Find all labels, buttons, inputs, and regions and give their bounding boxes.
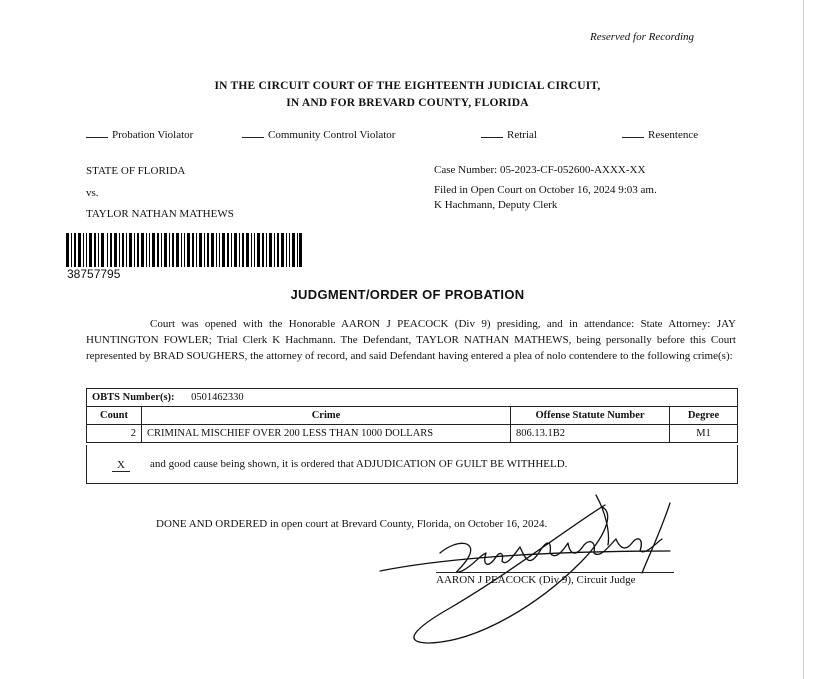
signature-line [436, 572, 674, 573]
done-and-ordered: DONE AND ORDERED in open court at Brevard County, Florida, on October 16, 2024. [156, 518, 548, 530]
blank-line [242, 128, 264, 138]
court-title-line2: IN AND FOR BREVARD COUNTY, FLORIDA [286, 97, 529, 109]
adjudication-text: and good cause being shown, it is ordered that ADJUDICATION OF GUILT BE WITHHELD. [150, 458, 568, 470]
header-crime: Crime [142, 407, 511, 425]
cell-statute: 806.13.1B2 [511, 425, 670, 443]
case-number: Case Number: 05-2023-CF-052600-AXXX-XX [434, 164, 646, 176]
option-label: Retrial [507, 129, 537, 141]
intro-paragraph: Court was opened with the Honorable AARON J PEACOCK (Div 9) presiding, and in attendance: State Attorney: JAY HUNTINGTON FOWLER; Trial Clerk K Hachmann. The Defendant, TAYLOR NATHAN MATHEWS, being personally before this Court represented by BRAD SOUGHERS, the attorney of record, and said Defendant having entered a plea of nolo contendere to the following crime(s): [86, 318, 736, 362]
crimes-table [86, 388, 738, 443]
table-row [87, 425, 738, 443]
obts-cell [87, 389, 738, 407]
filed-date: Filed in Open Court on October 16, 2024 9:03 am. [434, 184, 657, 196]
cell-degree: M1 [670, 425, 738, 443]
obts-value: 0501462330 [191, 392, 244, 403]
judge-name: AARON J PEACOCK (Div 9), Circuit Judge [436, 574, 636, 586]
blank-line [622, 128, 644, 138]
judge-signature [370, 483, 700, 663]
barcode-number: 38757795 [67, 267, 121, 281]
recording-note: Reserved for Recording [590, 31, 695, 43]
adjudication-mark: X [112, 459, 130, 472]
option-probation-violator [86, 128, 193, 141]
cell-crime: CRIMINAL MISCHIEF OVER 200 LESS THAN 1000 DOLLARS [142, 425, 511, 443]
obts-row [87, 389, 738, 407]
option-label: Community Control Violator [268, 129, 396, 141]
table-header-row [87, 407, 738, 425]
header-degree: Degree [670, 407, 738, 425]
obts-label: OBTS Number(s): [92, 392, 175, 403]
header-count: Count [87, 407, 142, 425]
blank-line [86, 128, 108, 138]
document-title: JUDGMENT/ORDER OF PROBATION [290, 287, 525, 302]
cell-count: 2 [87, 425, 142, 443]
deputy-clerk: K Hachmann, Deputy Clerk [434, 199, 558, 211]
defendant: TAYLOR NATHAN MATHEWS [86, 208, 234, 220]
option-label: Probation Violator [112, 129, 194, 141]
barcode [66, 233, 302, 267]
option-label: Resentence [648, 129, 699, 141]
plaintiff: STATE OF FLORIDA [86, 165, 186, 177]
option-retrial [481, 128, 537, 141]
court-title-line1: IN THE CIRCUIT COURT OF THE EIGHTEENTH JUDICIAL CIRCUIT, [214, 80, 601, 92]
option-community-control-violator [242, 128, 395, 141]
versus: vs. [86, 187, 99, 199]
option-resentence [622, 128, 698, 141]
header-statute: Offense Statute Number [511, 407, 670, 425]
blank-line [481, 128, 503, 138]
